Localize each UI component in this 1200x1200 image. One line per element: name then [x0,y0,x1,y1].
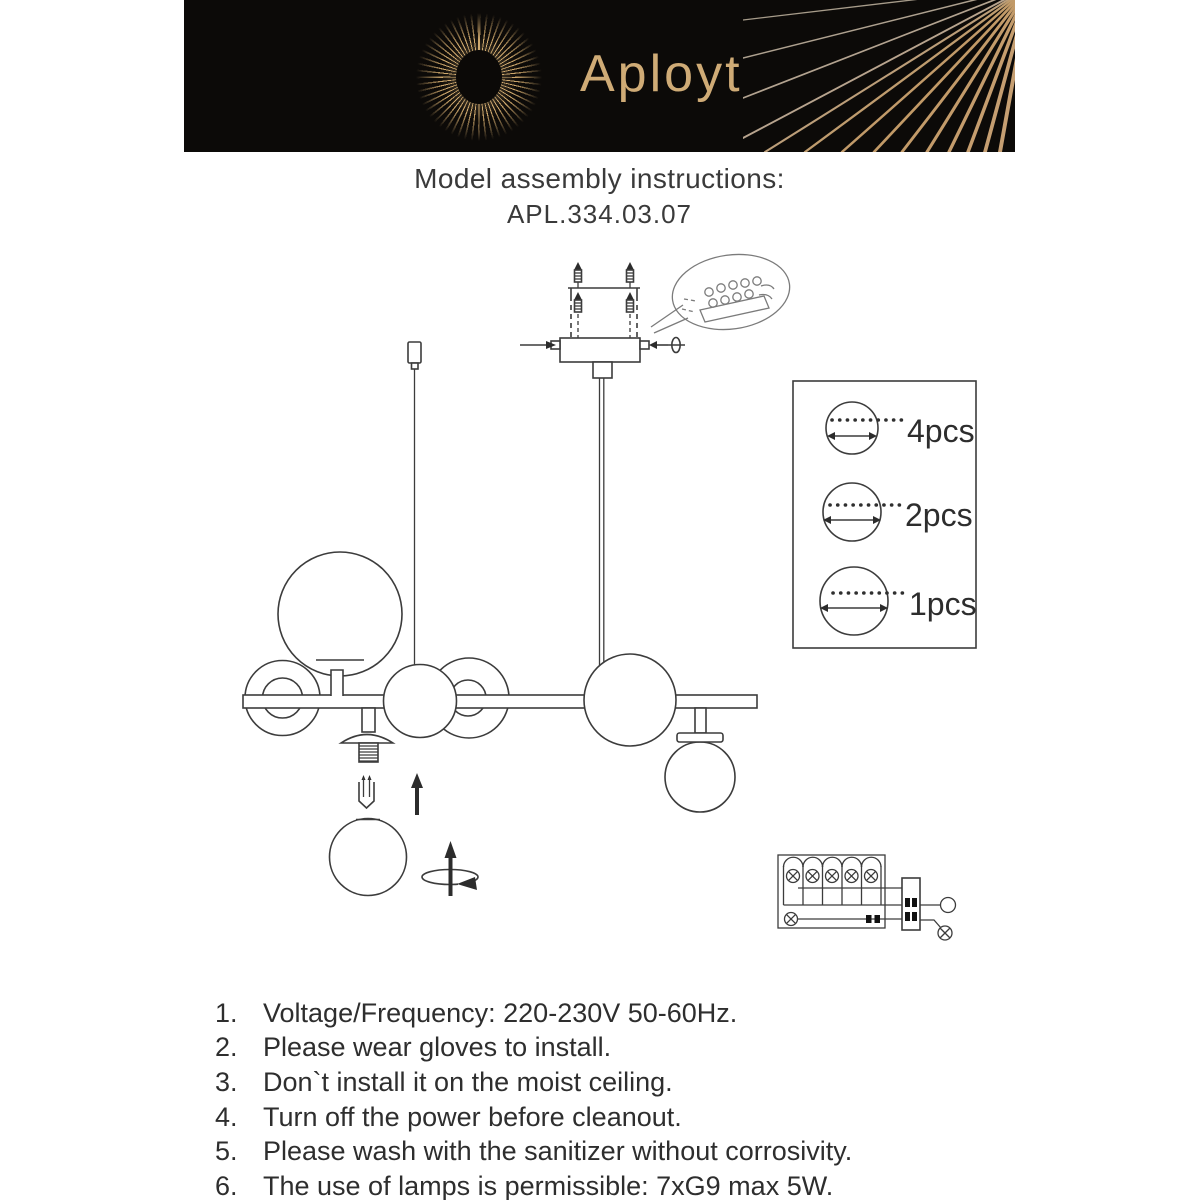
instruction-item [184,1169,1084,1200]
globe-part-medium [823,483,973,541]
suspension-rod [408,342,604,668]
glass-globe-icon [330,819,407,896]
instruction-item [184,1100,1084,1135]
instruction-item [184,1031,1084,1066]
wiring-diagram [778,855,956,940]
instruction-text: Voltage/Frequency: 220-230V 50-60Hz. [263,997,738,1028]
brand-header [184,0,1015,152]
instruction-item [184,1134,1084,1169]
instruction-number: 5. [215,1136,238,1167]
sunburst-logo-icon [412,9,546,145]
instruction-number: 3. [215,1066,238,1097]
lamp-symbols [787,870,878,883]
sunburst-core [456,50,502,104]
brand-name: Aployt [580,45,743,103]
rotate-arrow-icon [422,841,478,896]
title-block [184,163,1015,230]
instruction-number: 2. [215,1032,238,1063]
anchor-screw-icon [574,262,634,288]
page-title: Model assembly instructions: [414,163,785,194]
instruction-text: Please wear gloves to install. [263,1032,612,1063]
instruction-number: 6. [215,1170,238,1200]
anchor-screw-icon [574,292,634,338]
decorative-rays-icon [743,0,1015,152]
terminal-block-callout [651,247,795,337]
globe-part-large [820,567,977,635]
up-arrow-icon [411,773,423,815]
part-count-label: 2pcs [905,497,973,533]
lamp-socket-icon [341,708,393,762]
instruction-text: Please wash with the sanitizer without corrosivity. [263,1136,853,1167]
parts-count-box [793,381,977,648]
instruction-text: Don`t install it on the moist ceiling. [263,1066,673,1097]
part-count-label: 4pcs [907,413,975,449]
instruction-number: 4. [215,1101,238,1132]
chandelier-body [243,552,757,812]
instructions-list [184,996,1084,1200]
instruction-text: The use of lamps is permissible: 7xG9 max 5W. [263,1170,834,1200]
instruction-number: 1. [215,997,238,1028]
g9-bulb-icon [359,775,374,808]
instruction-item [184,996,1084,1031]
model-number: APL.334.03.07 [506,199,693,229]
globe-part-small [826,402,975,454]
instruction-item [184,1065,1084,1100]
assembly-diagram [180,240,1020,980]
part-count-label: 1pcs [909,586,977,622]
instruction-text: Turn off the power before cleanout. [263,1101,682,1132]
